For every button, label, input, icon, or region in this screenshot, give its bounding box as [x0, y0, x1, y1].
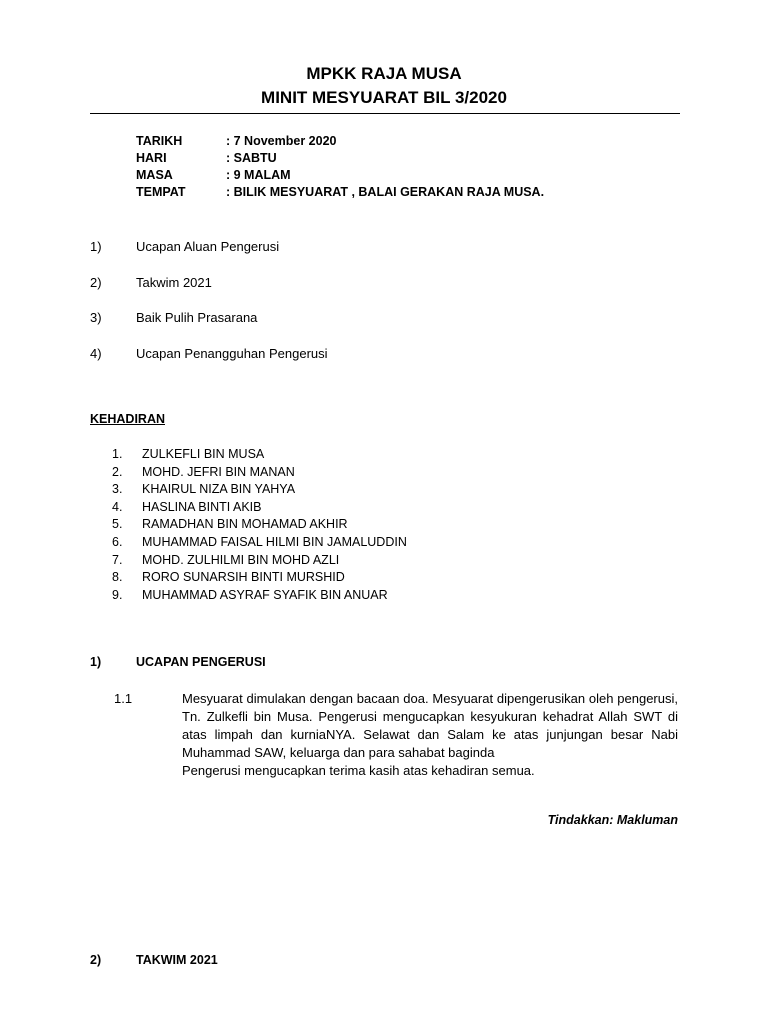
item-text: Pengerusi mengucapkan terima kasih atas kehadiran semua. [182, 763, 535, 778]
item-text: Mesyuarat dimulakan dengan bacaan doa. Mesyuarat dipengerusikan oleh pengerusi, Tn. Zulkefli bin Musa. Pengerusi mengucapkan kesyukuran kehadrat Allah SWT di atas limpah dan kurniaNYA. Selawat dan Salam ke atas junjungan besar Nabi Muhammad SAW, keluarga dan para sahabat baginda [182, 691, 678, 760]
title-line-2: MINIT MESYUARAT BIL 3/2020 [261, 88, 507, 107]
meta-key: MASA [136, 168, 173, 182]
list-item [112, 446, 407, 464]
attendance-list [112, 446, 407, 604]
attendee-name: MUHAMMAD FAISAL HILMI BIN JAMALUDDIN [142, 534, 407, 549]
agenda-number: 2) [90, 274, 102, 290]
attendee-number: 8. [112, 570, 123, 585]
meta-row-date [136, 133, 544, 150]
attendee-name: RAMADHAN BIN MOHAMAD AKHIR [142, 517, 348, 532]
title-line-1: MPKK RAJA MUSA [306, 64, 462, 83]
meeting-details [136, 133, 544, 201]
agenda-list [90, 238, 328, 380]
attendee-name: MOHD. JEFRI BIN MANAN [142, 464, 295, 479]
attendee-name: RORO SUNARSIH BINTI MURSHID [142, 570, 345, 585]
agenda-number: 4) [90, 345, 102, 361]
list-item [112, 516, 407, 534]
section-number: 2) [90, 953, 102, 967]
meta-value: : 7 November 2020 [226, 134, 337, 148]
attendee-name: KHAIRUL NIZA BIN YAHYA [142, 482, 296, 497]
attendee-number: 6. [112, 534, 123, 549]
agenda-item [90, 238, 328, 274]
attendee-number: 9. [112, 587, 123, 602]
agenda-text: Baik Pulih Prasarana [136, 310, 258, 325]
attendee-name: MOHD. ZULHILMI BIN MOHD AZLI [142, 552, 340, 567]
list-item [112, 534, 407, 552]
meta-key: TARIKH [136, 134, 183, 148]
attendee-number: 4. [112, 499, 123, 514]
attendee-name: HASLINA BINTI AKIB [142, 499, 262, 514]
meta-value: : BILIK MESYUARAT , BALAI GERAKAN RAJA MUSA. [226, 185, 545, 199]
attendee-number: 7. [112, 552, 123, 567]
section-title: UCAPAN PENGERUSI [136, 655, 266, 669]
list-item [112, 464, 407, 482]
attendee-name: ZULKEFLI BIN MUSA [142, 447, 265, 461]
list-item [112, 552, 407, 570]
attendance-heading: KEHADIRAN [90, 412, 165, 426]
meta-row-place [136, 184, 544, 201]
attendee-number: 5. [112, 517, 123, 532]
meta-key: TEMPAT [136, 185, 186, 199]
agenda-item [90, 345, 328, 381]
item-body [182, 690, 678, 780]
item-number: 1.1 [114, 691, 133, 706]
document-title [0, 62, 768, 110]
section-number: 1) [90, 655, 102, 669]
agenda-item [90, 309, 328, 345]
agenda-number: 1) [90, 239, 102, 254]
attendee-number: 1. [112, 447, 123, 461]
agenda-text: Ucapan Aluan Pengerusi [136, 239, 280, 254]
agenda-item [90, 274, 328, 310]
meta-value: : 9 MALAM [226, 168, 291, 182]
title-divider [90, 113, 680, 114]
meta-key: HARI [136, 151, 167, 165]
list-item [112, 569, 407, 587]
meta-value: : SABTU [226, 151, 277, 165]
minute-item-1-1 [114, 690, 678, 780]
list-item [112, 587, 407, 605]
list-item [112, 499, 407, 517]
section-2-heading [90, 953, 218, 967]
agenda-text: Ucapan Penangguhan Pengerusi [136, 345, 328, 361]
agenda-number: 3) [90, 310, 102, 325]
attendee-number: 3. [112, 482, 123, 497]
section-title: TAKWIM 2021 [136, 953, 218, 967]
list-item [112, 481, 407, 499]
meta-row-day [136, 150, 544, 167]
action-note: Tindakkan: Makluman [547, 813, 678, 827]
attendee-name: MUHAMMAD ASYRAF SYAFIK BIN ANUAR [142, 587, 388, 602]
meta-row-time [136, 167, 544, 184]
section-1-heading [90, 655, 266, 669]
attendee-number: 2. [112, 464, 123, 479]
agenda-text: Takwim 2021 [136, 274, 212, 290]
